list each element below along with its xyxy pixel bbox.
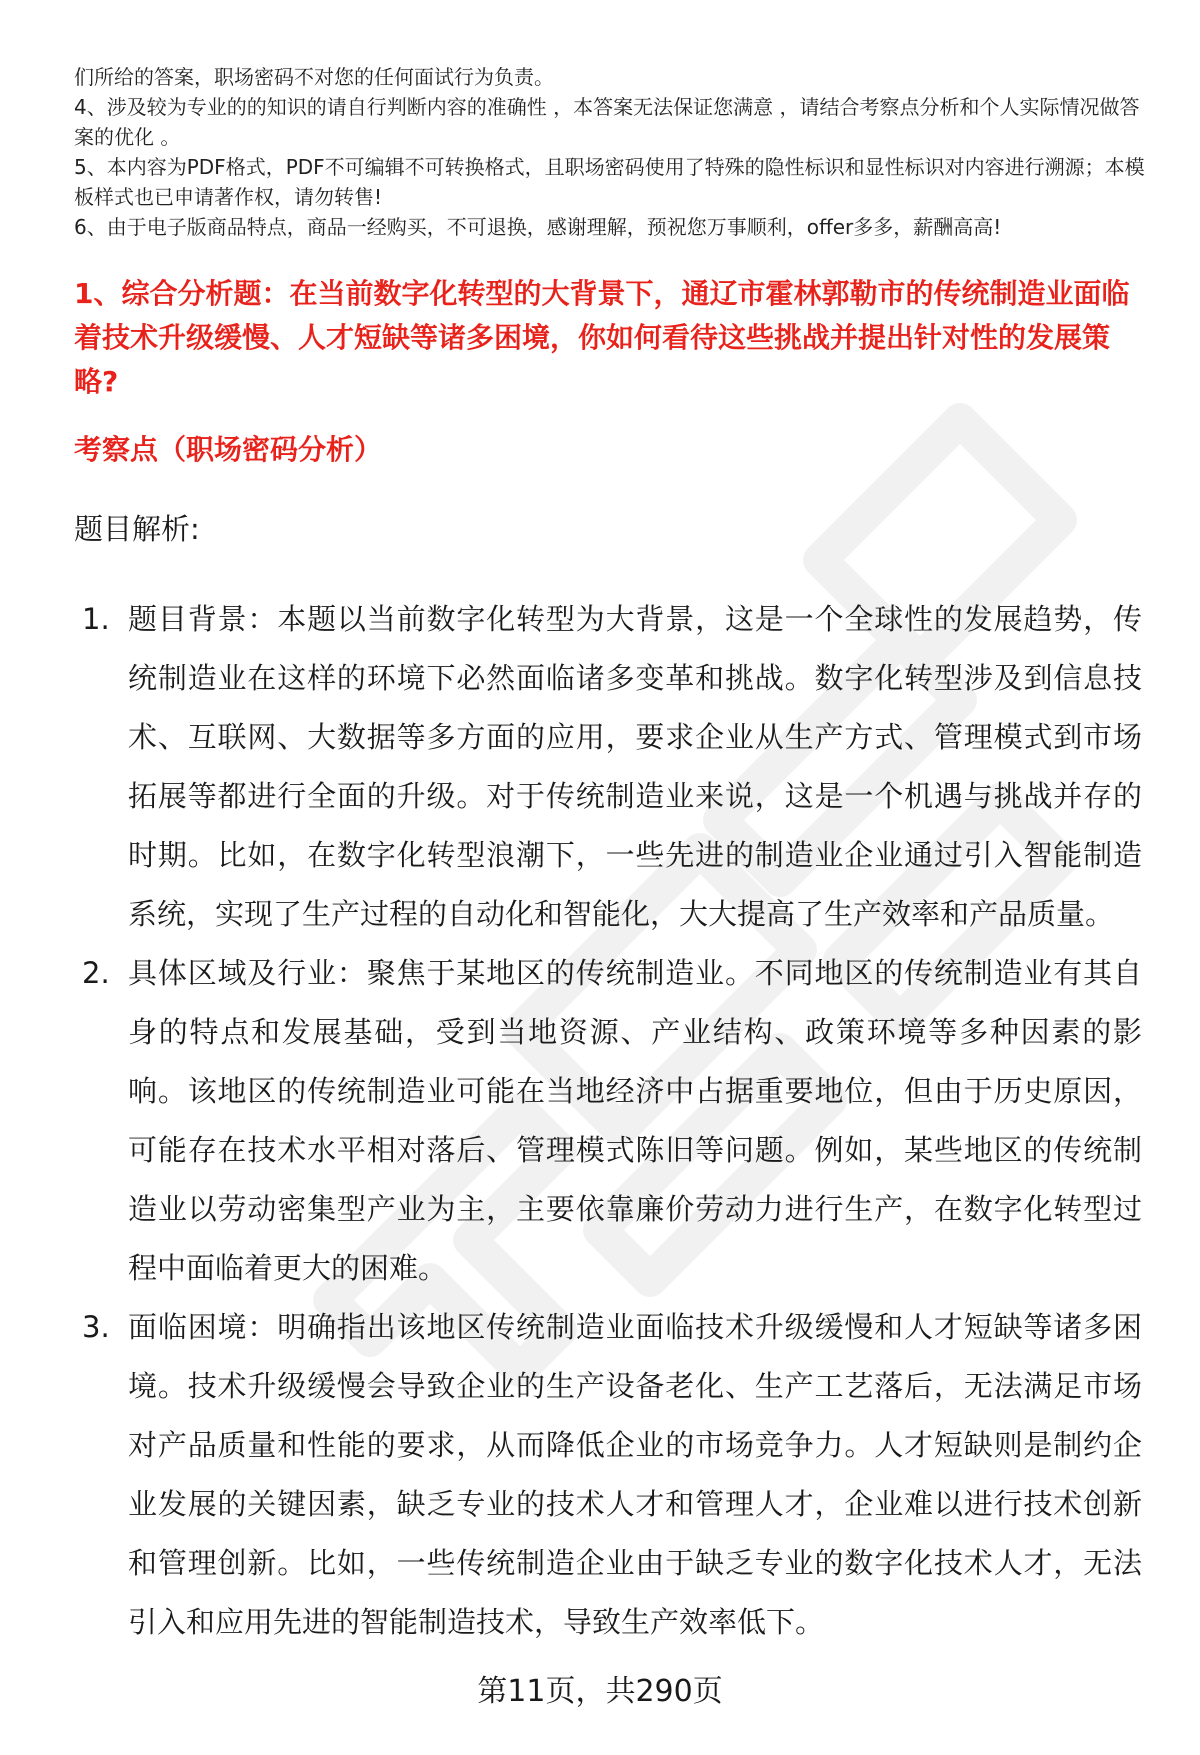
list-item-number: 1. [82,602,110,636]
list-item [82,944,1142,1298]
question-title: 1、综合分析题：在当前数字化转型的大背景下，通辽市霍林郭勒市的传统制造业面临着技术升级缓慢、人才短缺等诸多困境，你如何看待这些挑战并提出针对性的发展策略? [74,277,1130,398]
notice-line: 5、本内容为PDF格式，PDF不可编辑不可转换格式，且职场密码使用了特殊的隐性标识和显性标识对内容进行溯源；本模板样式也已申请著作权，请勿转售! [74,155,1145,209]
notice-block [74,62,1154,242]
list-item-text: 具体区域及行业：聚焦于某地区的传统制造业。不同地区的传统制造业有其自身的特点和发展基础，受到当地资源、产业结构、政策环境等多种因素的影响。该地区的传统制造业可能在当地经济中占据重要地位，但由于历史原因，可能存在技术水平相对落后、管理模式陈旧等问题。例如，某些地区的传统制造业以劳动密集型产业为主，主要依靠廉价劳动力进行生产，在数字化转型过程中面临着更大的困难。 [128,956,1142,1285]
list-item [82,590,1142,944]
list-item-number: 2. [82,956,110,990]
notice-line: 4、涉及较为专业的的知识的请自行判断内容的准确性 ，本答案无法保证您满意 ，请结合考察点分析和个人实际情况做答案的优化 。 [74,95,1140,149]
list-item-number: 3. [82,1310,110,1344]
analysis-list [82,590,1142,1652]
notice-line: 6、由于电子版商品特点，商品一经购买，不可退换，感谢理解，预祝您万事顺利，offer多多，薪酬高高! [74,215,1002,239]
section-heading-kaochadian: 考察点（职场密码分析） [74,433,383,466]
notice-line: 们所给的答案，职场密码不对您的任何面试行为负责。 [74,65,554,89]
list-item-text: 面临困境：明确指出该地区传统制造业面临技术升级缓慢和人才短缺等诸多困境。技术升级缓慢会导致企业的生产设备老化、生产工艺落后，无法满足市场对产品质量和性能的要求，从而降低企业的市场竞争力。人才短缺则是制约企业发展的关键因素，缺乏专业的技术人才和管理人才，企业难以进行技术创新和管理创新。比如，一些传统制造企业由于缺乏专业的数字化技术人才，无法引入和应用先进的智能制造技术，导致生产效率低下。 [128,1310,1142,1639]
list-item [82,1298,1142,1652]
page-number: 第11页，共290页 [477,1674,723,1709]
analysis-label: 题目解析: [74,512,200,546]
list-item-text: 题目背景：本题以当前数字化转型为大背景，这是一个全球性的发展趋势，传统制造业在这样的环境下必然面临诸多变革和挑战。数字化转型涉及到信息技术、互联网、大数据等多方面的应用，要求企业从生产方式、管理模式到市场拓展等都进行全面的升级。对于传统制造业来说，这是一个机遇与挑战并存的时期。比如，在数字化转型浪潮下，一些先进的制造业企业通过引入智能制造系统，实现了生产过程的自动化和智能化，大大提高了生产效率和产品质量。 [128,602,1142,931]
